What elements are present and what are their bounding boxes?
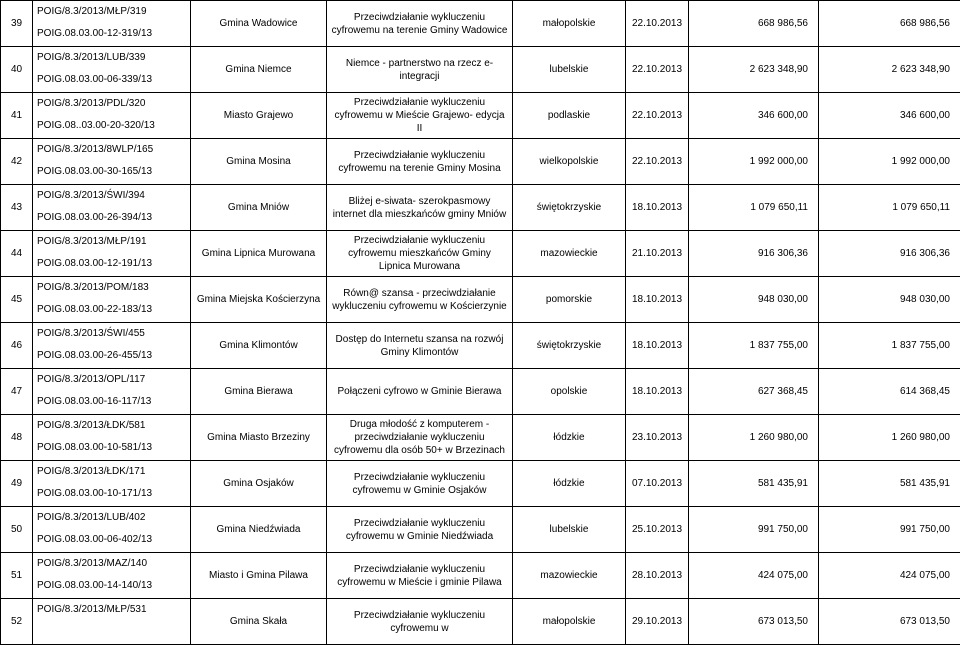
project-title: Przeciwdziałanie wykluczeniu cyfrowemu w Mieście Grajewo- edycja II (327, 93, 513, 139)
agreement-date: 18.10.2013 (626, 277, 689, 323)
funding-value: 673 013,50 (819, 599, 960, 645)
project-number-code: POIG.08.03.00-26-455/13 (37, 350, 153, 361)
beneficiary: Miasto Grajewo (191, 93, 327, 139)
project-number (33, 507, 191, 553)
project-number-code: POIG.08.03.00-16-117/13 (37, 396, 152, 407)
table-row (1, 507, 960, 553)
table-row (1, 599, 960, 645)
agreement-date: 18.10.2013 (626, 185, 689, 231)
beneficiary: Gmina Miasto Brzeziny (191, 415, 327, 461)
project-number-code: POIG.08.03.00-06-339/13 (37, 74, 153, 85)
row-number: 45 (1, 277, 33, 323)
project-title: Przeciwdziałanie wykluczeniu cyfrowemu w (327, 599, 513, 645)
funding-value: 424 075,00 (819, 553, 960, 599)
project-title: Przeciwdziałanie wykluczeniu cyfrowemu w Gminie Osjaków (327, 461, 513, 507)
project-number-code: POIG.08.03.00-14-140/13 (37, 580, 153, 591)
agreement-date: 22.10.2013 (626, 1, 689, 47)
beneficiary: Gmina Wadowice (191, 1, 327, 47)
funding-value: 2 623 348,90 (819, 47, 960, 93)
beneficiary: Miasto i Gmina Pilawa (191, 553, 327, 599)
beneficiary: Gmina Miejska Kościerzyna (191, 277, 327, 323)
beneficiary: Gmina Mniów (191, 185, 327, 231)
project-number (33, 553, 191, 599)
project-number (33, 323, 191, 369)
project-value: 1 837 755,00 (689, 323, 819, 369)
project-number (33, 47, 191, 93)
project-number (33, 185, 191, 231)
agreement-date: 23.10.2013 (626, 415, 689, 461)
beneficiary: Gmina Mosina (191, 139, 327, 185)
project-number-code: POIG.08.03.00-12-191/13 (37, 258, 153, 269)
project-number-poig: POIG/8.3/2013/ŚWI/394 (37, 190, 145, 201)
project-number (33, 93, 191, 139)
project-title: Niemce - partnerstwo na rzecz e-integracji (327, 47, 513, 93)
project-title: Bliżej e-siwata- szerokpasmowy internet dla mieszkańców gminy Mniów (327, 185, 513, 231)
voivodeship: wielkopolskie (513, 139, 626, 185)
funding-value: 581 435,91 (819, 461, 960, 507)
table-row (1, 185, 960, 231)
row-number: 41 (1, 93, 33, 139)
project-value: 668 986,56 (689, 1, 819, 47)
project-title: Przeciwdziałanie wykluczeniu cyfrowemu w Mieście i gminie Pilawa (327, 553, 513, 599)
beneficiary: Gmina Niemce (191, 47, 327, 93)
funding-value: 614 368,45 (819, 369, 960, 415)
project-number (33, 415, 191, 461)
project-number-poig: POIG/8.3/2013/OPL/117 (37, 374, 146, 385)
row-number: 40 (1, 47, 33, 93)
agreement-date: 28.10.2013 (626, 553, 689, 599)
project-number-poig: POIG/8.3/2013/8WLP/165 (37, 144, 154, 155)
project-number (33, 139, 191, 185)
beneficiary: Gmina Klimontów (191, 323, 327, 369)
project-number-poig: POIG/8.3/2013/MAZ/140 (37, 558, 148, 569)
voivodeship: łódzkie (513, 415, 626, 461)
funding-value: 991 750,00 (819, 507, 960, 553)
funding-value: 1 079 650,11 (819, 185, 960, 231)
project-value: 991 750,00 (689, 507, 819, 553)
voivodeship: małopolskie (513, 1, 626, 47)
project-number (33, 277, 191, 323)
row-number: 39 (1, 1, 33, 47)
project-number (33, 231, 191, 277)
project-title: Druga młodość z komputerem - przeciwdziałanie wykluczeniu cyfrowemu dla osób 50+ w Brzezinach (327, 415, 513, 461)
agreement-date: 22.10.2013 (626, 47, 689, 93)
project-number-poig: POIG/8.3/2013/ŁDK/171 (37, 466, 146, 477)
agreement-date: 18.10.2013 (626, 369, 689, 415)
agreement-date: 22.10.2013 (626, 139, 689, 185)
funding-value: 1 837 755,00 (819, 323, 960, 369)
beneficiary: Gmina Skała (191, 599, 327, 645)
beneficiary: Gmina Bierawa (191, 369, 327, 415)
project-title: Przeciwdziałanie wykluczeniu cyfrowemu mieszkańców Gminy Lipnica Murowana (327, 231, 513, 277)
project-value: 673 013,50 (689, 599, 819, 645)
agreement-date: 22.10.2013 (626, 93, 689, 139)
funding-value: 346 600,00 (819, 93, 960, 139)
project-title: Równ@ szansa - przeciwdziałanie wykluczeniu cyfrowemu w Kościerzynie (327, 277, 513, 323)
funding-value: 948 030,00 (819, 277, 960, 323)
project-number (33, 369, 191, 415)
project-value: 948 030,00 (689, 277, 819, 323)
table-row (1, 323, 960, 369)
project-value: 627 368,45 (689, 369, 819, 415)
table-row (1, 231, 960, 277)
voivodeship: małopolskie (513, 599, 626, 645)
row-number: 43 (1, 185, 33, 231)
beneficiary: Gmina Lipnica Murowana (191, 231, 327, 277)
table-row (1, 1, 960, 47)
project-number-poig: POIG/8.3/2013/ŚWI/455 (37, 328, 145, 339)
funding-value: 668 986,56 (819, 1, 960, 47)
project-number-poig: POIG/8.3/2013/MŁP/531 (37, 604, 147, 615)
project-number-code (33, 616, 190, 625)
project-title: Przeciwdziałanie wykluczeniu cyfrowemu na terenie Gminy Wadowice (327, 1, 513, 47)
row-number: 50 (1, 507, 33, 553)
table-row (1, 461, 960, 507)
project-number-poig: POIG/8.3/2013/MŁP/191 (37, 236, 147, 247)
project-value: 1 992 000,00 (689, 139, 819, 185)
agreement-date: 25.10.2013 (626, 507, 689, 553)
project-title: Połączeni cyfrowo w Gminie Bierawa (327, 369, 513, 415)
table-row (1, 415, 960, 461)
project-number-poig: POIG/8.3/2013/LUB/339 (37, 52, 146, 63)
table-row (1, 553, 960, 599)
project-value: 346 600,00 (689, 93, 819, 139)
project-value: 1 260 980,00 (689, 415, 819, 461)
beneficiary: Gmina Osjaków (191, 461, 327, 507)
table-body (1, 1, 960, 645)
row-number: 49 (1, 461, 33, 507)
voivodeship: podlaskie (513, 93, 626, 139)
funding-value: 1 260 980,00 (819, 415, 960, 461)
voivodeship: łódzkie (513, 461, 626, 507)
project-number-poig: POIG/8.3/2013/MŁP/319 (37, 6, 147, 17)
table-row (1, 93, 960, 139)
project-number (33, 599, 191, 645)
project-number-code: POIG.08.03.00-12-319/13 (37, 28, 153, 39)
voivodeship: świętokrzyskie (513, 323, 626, 369)
table-row (1, 277, 960, 323)
table-row (1, 139, 960, 185)
voivodeship: opolskie (513, 369, 626, 415)
beneficiary: Gmina Niedźwiada (191, 507, 327, 553)
project-value: 1 079 650,11 (689, 185, 819, 231)
project-number (33, 461, 191, 507)
table-row (1, 369, 960, 415)
project-value: 916 306,36 (689, 231, 819, 277)
project-number (33, 1, 191, 47)
project-title: Przeciwdziałanie wykluczeniu cyfrowemu na terenie Gminy Mosina (327, 139, 513, 185)
row-number: 52 (1, 599, 33, 645)
project-number-code: POIG.08.03.00-10-171/13 (37, 488, 153, 499)
project-value: 424 075,00 (689, 553, 819, 599)
voivodeship: lubelskie (513, 507, 626, 553)
project-number-code: POIG.08.03.00-22-183/13 (37, 304, 153, 315)
agreement-date: 18.10.2013 (626, 323, 689, 369)
project-number-code: POIG.08.03.00-06-402/13 (37, 534, 153, 545)
project-number-code: POIG.08.03.00-26-394/13 (37, 212, 153, 223)
agreement-date: 21.10.2013 (626, 231, 689, 277)
agreement-date: 07.10.2013 (626, 461, 689, 507)
project-number-code: POIG.08.03.00-10-581/13 (37, 442, 153, 453)
project-value: 581 435,91 (689, 461, 819, 507)
project-number-code: POIG.08.03.00-30-165/13 (37, 166, 153, 177)
row-number: 44 (1, 231, 33, 277)
row-number: 47 (1, 369, 33, 415)
project-number-poig: POIG/8.3/2013/LUB/402 (37, 512, 146, 523)
project-title: Przeciwdziałanie wykluczeniu cyfrowemu w Gminie Niedźwiada (327, 507, 513, 553)
row-number: 42 (1, 139, 33, 185)
voivodeship: lubelskie (513, 47, 626, 93)
voivodeship: mazowieckie (513, 231, 626, 277)
project-value: 2 623 348,90 (689, 47, 819, 93)
row-number: 46 (1, 323, 33, 369)
agreement-date: 29.10.2013 (626, 599, 689, 645)
project-number-code: POIG.08..03.00-20-320/13 (37, 120, 155, 131)
project-title: Dostęp do Internetu szansa na rozwój Gminy Klimontów (327, 323, 513, 369)
funding-value: 916 306,36 (819, 231, 960, 277)
voivodeship: mazowieckie (513, 553, 626, 599)
row-number: 51 (1, 553, 33, 599)
project-number-poig: POIG/8.3/2013/PDL/320 (37, 98, 146, 109)
row-number: 48 (1, 415, 33, 461)
voivodeship: pomorskie (513, 277, 626, 323)
funding-value: 1 992 000,00 (819, 139, 960, 185)
project-number-poig: POIG/8.3/2013/POM/183 (37, 282, 149, 293)
project-number-poig: POIG/8.3/2013/ŁDK/581 (37, 420, 146, 431)
table-row (1, 47, 960, 93)
voivodeship: świętokrzyskie (513, 185, 626, 231)
